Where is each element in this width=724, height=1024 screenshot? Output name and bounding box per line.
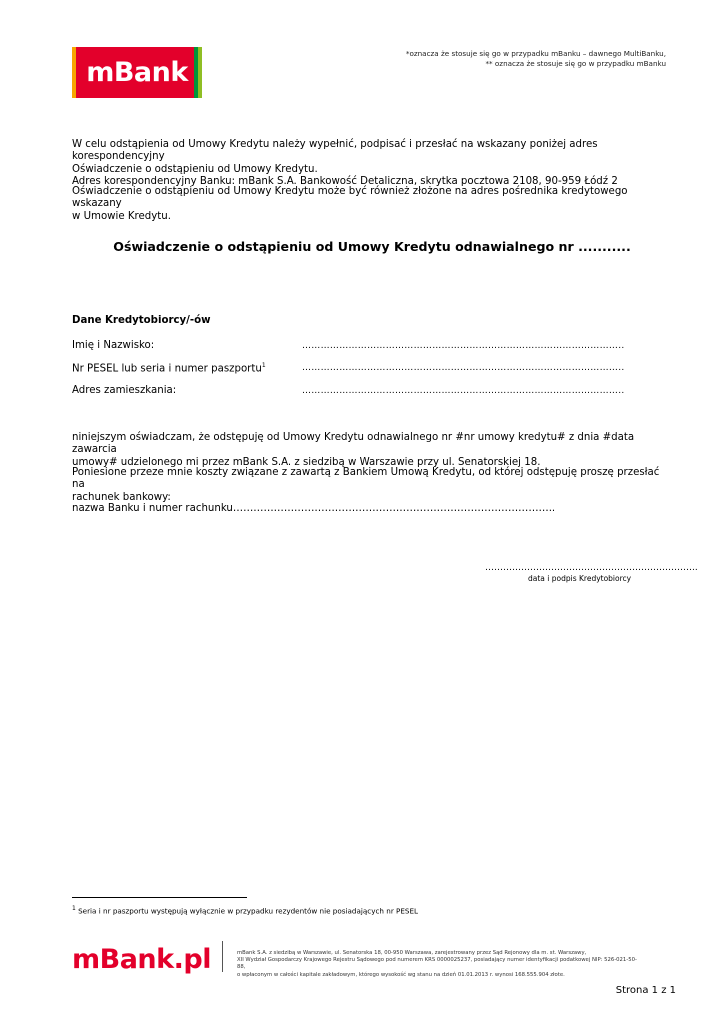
footer-line: mBank S.A. z siedzibą w Warszawie, ul. Senatorska 18, 00-950 Warszawa, zarejestrowany przez Sąd Rejonowy dla m. st. Warszawy, [237,950,587,956]
intro-line: W celu odstąpienia od Umowy Kredytu należy wypełnić, podpisać i przesłać na wskazany poniżej adres korespondencyjny [72,139,598,163]
intro-line: w Umowie Kredytu. [72,210,171,222]
footer-legal-text [237,950,637,979]
footnote-number: 1 [72,905,76,912]
intro-paragraph-2 [72,186,672,223]
note-line: ** oznacza że stosuje się go w przypadku mBanku [485,59,666,68]
statement-line: niniejszym oświadczam, że odstępuję od Umowy Kredytu odnawialnego nr #nr umowy kredytu# z dnia #data zawarcia [72,432,635,456]
intro-line: Adres korespondencyjny Banku: mBank S.A. Bankowość Detaliczna, skrytka pocztowa 2108, 90-959 Łódź 2 [72,175,618,187]
signature-caption: data i podpis Kredytobiorcy [528,574,632,583]
footnote [72,905,418,915]
page-number: Strona 1 z 1 [615,985,676,996]
name-field[interactable]: ………………………………………………………………………………………….. [302,341,625,351]
footer-divider [222,941,223,972]
name-label: Imię i Nazwisko: [72,340,155,351]
document-title: Oświadczenie o odstąpieniu od Umowy Kredytu odnawialnego nr ........... [113,239,631,254]
logo-text: mBank [86,57,188,88]
footnote-divider [72,897,247,898]
pesel-label-text: Nr PESEL lub seria i numer paszportu [72,363,262,375]
footnote-ref: 1 [261,362,266,369]
note-line: *oznacza że stosuje się go w przypadku mBanku – dawnego MultiBanku, [405,49,666,58]
statement-paragraph [72,432,672,469]
intro-paragraph [72,139,672,188]
statement-line: umowy# udzielonego mi przez mBank S.A. z siedzibą w Warszawie przy ul. Senatorskiej 18. [72,456,541,468]
footer-line: o wpłaconym w całości kapitale zakładowym, którego wysokość wg stanu na dzień 01.01.2013 r. wynosi 168.555.904 złote. [237,971,565,978]
signature-field[interactable]: …………………………………………………………….. [485,563,698,573]
statement-line: Poniesione przeze mnie koszty związane z zawartą z Bankiem Umową Kredytu, od której odstępuję proszę przesłać na [72,467,660,491]
header-notes [406,49,666,69]
costs-paragraph [72,467,672,504]
mbank-logo [72,47,202,98]
footer-line: XII Wydział Gospodarczy Krajowego Rejestru Sądowego pod numerem KRS 0000025237, posiadający numer identyfikacji podatkowej NIP: 526-021-50-88, [237,957,637,971]
intro-line: Oświadczenie o odstąpieniu od Umowy Kredytu może być również złożone na adres pośrednika kredytowego wskazany [72,186,628,210]
footer-logo: mBank.pl [72,944,211,975]
footnote-text: Seria i nr paszportu występują wyłącznie w przypadku rezydentów nie posiadających nr PESEL [75,906,419,916]
intro-line: Oświadczenie o odstąpieniu od Umowy Kredytu. [72,163,318,175]
pesel-label [72,362,266,374]
borrower-heading: Dane Kredytobiorcy/-ów [72,315,211,326]
statement-line: rachunek bankowy: [72,491,171,503]
bank-account-field[interactable]: nazwa Banku i numer rachunku………………………………………………………………………………….. [72,503,556,514]
address-label: Adres zamieszkania: [72,385,177,396]
pesel-field[interactable]: ………………………………………………………………………………………….. [302,363,625,373]
address-field[interactable]: ………………………………………………………………………………………….. [302,386,625,396]
